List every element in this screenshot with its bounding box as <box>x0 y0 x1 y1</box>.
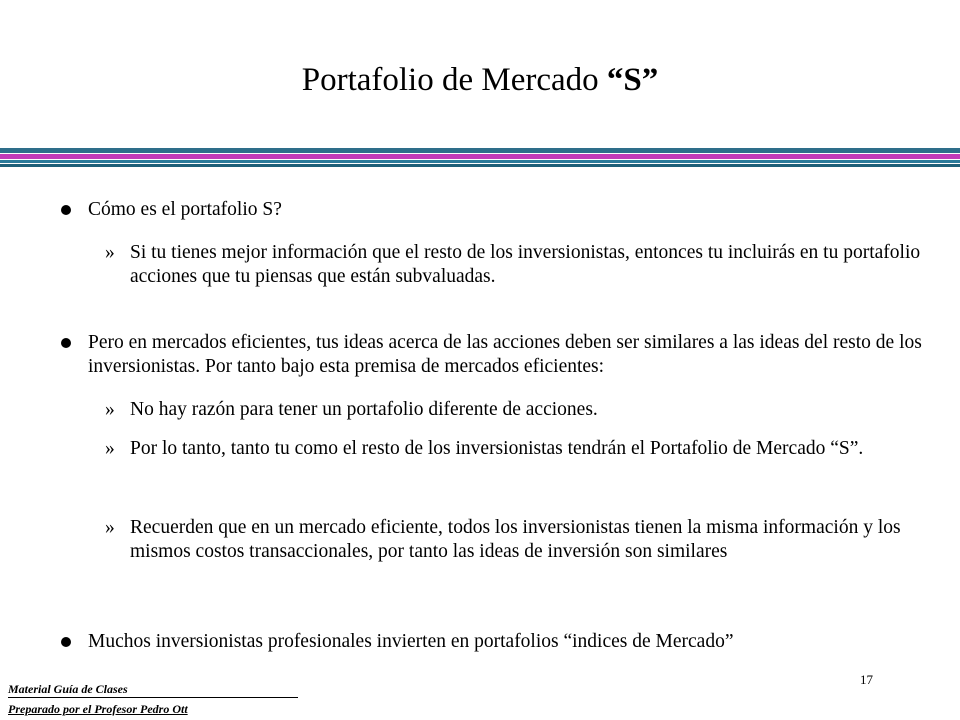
sub-marker-icon: » <box>105 399 115 420</box>
divider-stripe-3 <box>0 160 960 163</box>
footer-underline <box>8 697 298 698</box>
bullet-dot-icon <box>61 205 71 215</box>
bullet-1 <box>88 198 948 222</box>
sub-marker-icon: » <box>105 438 115 459</box>
bullet-2-text: Pero en mercados eficientes, tus ideas acerca de las acciones deben ser similares a las ideas del resto de los inversionistas. Por tanto bajo esta premisa de mercados eficientes: <box>88 332 922 377</box>
bullet-1-sub-1-text: Si tu tienes mejor información que el resto de los inversionistas, entonces tu incluirás en tu portafolio acciones que tu piensas que están subvaluadas. <box>130 242 921 287</box>
bullet-1-sub-1 <box>105 241 950 289</box>
sub-marker-icon: » <box>105 242 115 263</box>
bullet-2-sub-2-text: Por lo tanto, tanto tu como el resto de los inversionistas tendrán el Portafolio de Mercado “S”. <box>130 438 864 459</box>
bullet-2-sub-3 <box>105 516 950 564</box>
bullet-2-sub-2 <box>105 437 950 461</box>
divider-stripe-1 <box>0 148 960 153</box>
bullet-dot-icon <box>61 338 71 348</box>
footer-material: Material Guía de Clases <box>8 682 128 696</box>
bullet-1-text: Cómo es el portafolio S? <box>88 199 282 220</box>
bullet-3-text: Muchos inversionistas profesionales invierten en portafolios “indices de Mercado” <box>88 631 734 652</box>
page-number: 17 <box>860 672 873 687</box>
title-main: Portafolio de Mercado <box>301 62 607 98</box>
sub-marker-icon: » <box>105 517 115 538</box>
footer-author: Preparado por el Profesor Pedro Ott <box>8 702 188 716</box>
slide-title <box>0 60 960 100</box>
bullet-dot-icon <box>61 637 71 647</box>
bullet-2-sub-3-text: Recuerden que en un mercado eficiente, todos los inversionistas tienen la misma información y los mismos costos transaccionales, por tanto las ideas de inversión son similares <box>130 517 901 562</box>
bullet-2-sub-1 <box>105 398 950 422</box>
bullet-3 <box>88 630 948 654</box>
divider-stripe-4 <box>0 164 960 167</box>
bullet-2 <box>88 331 948 379</box>
bullet-2-sub-1-text: No hay razón para tener un portafolio diferente de acciones. <box>130 399 598 420</box>
title-quoted: “S” <box>606 62 659 98</box>
divider-stripe-2 <box>0 154 960 159</box>
